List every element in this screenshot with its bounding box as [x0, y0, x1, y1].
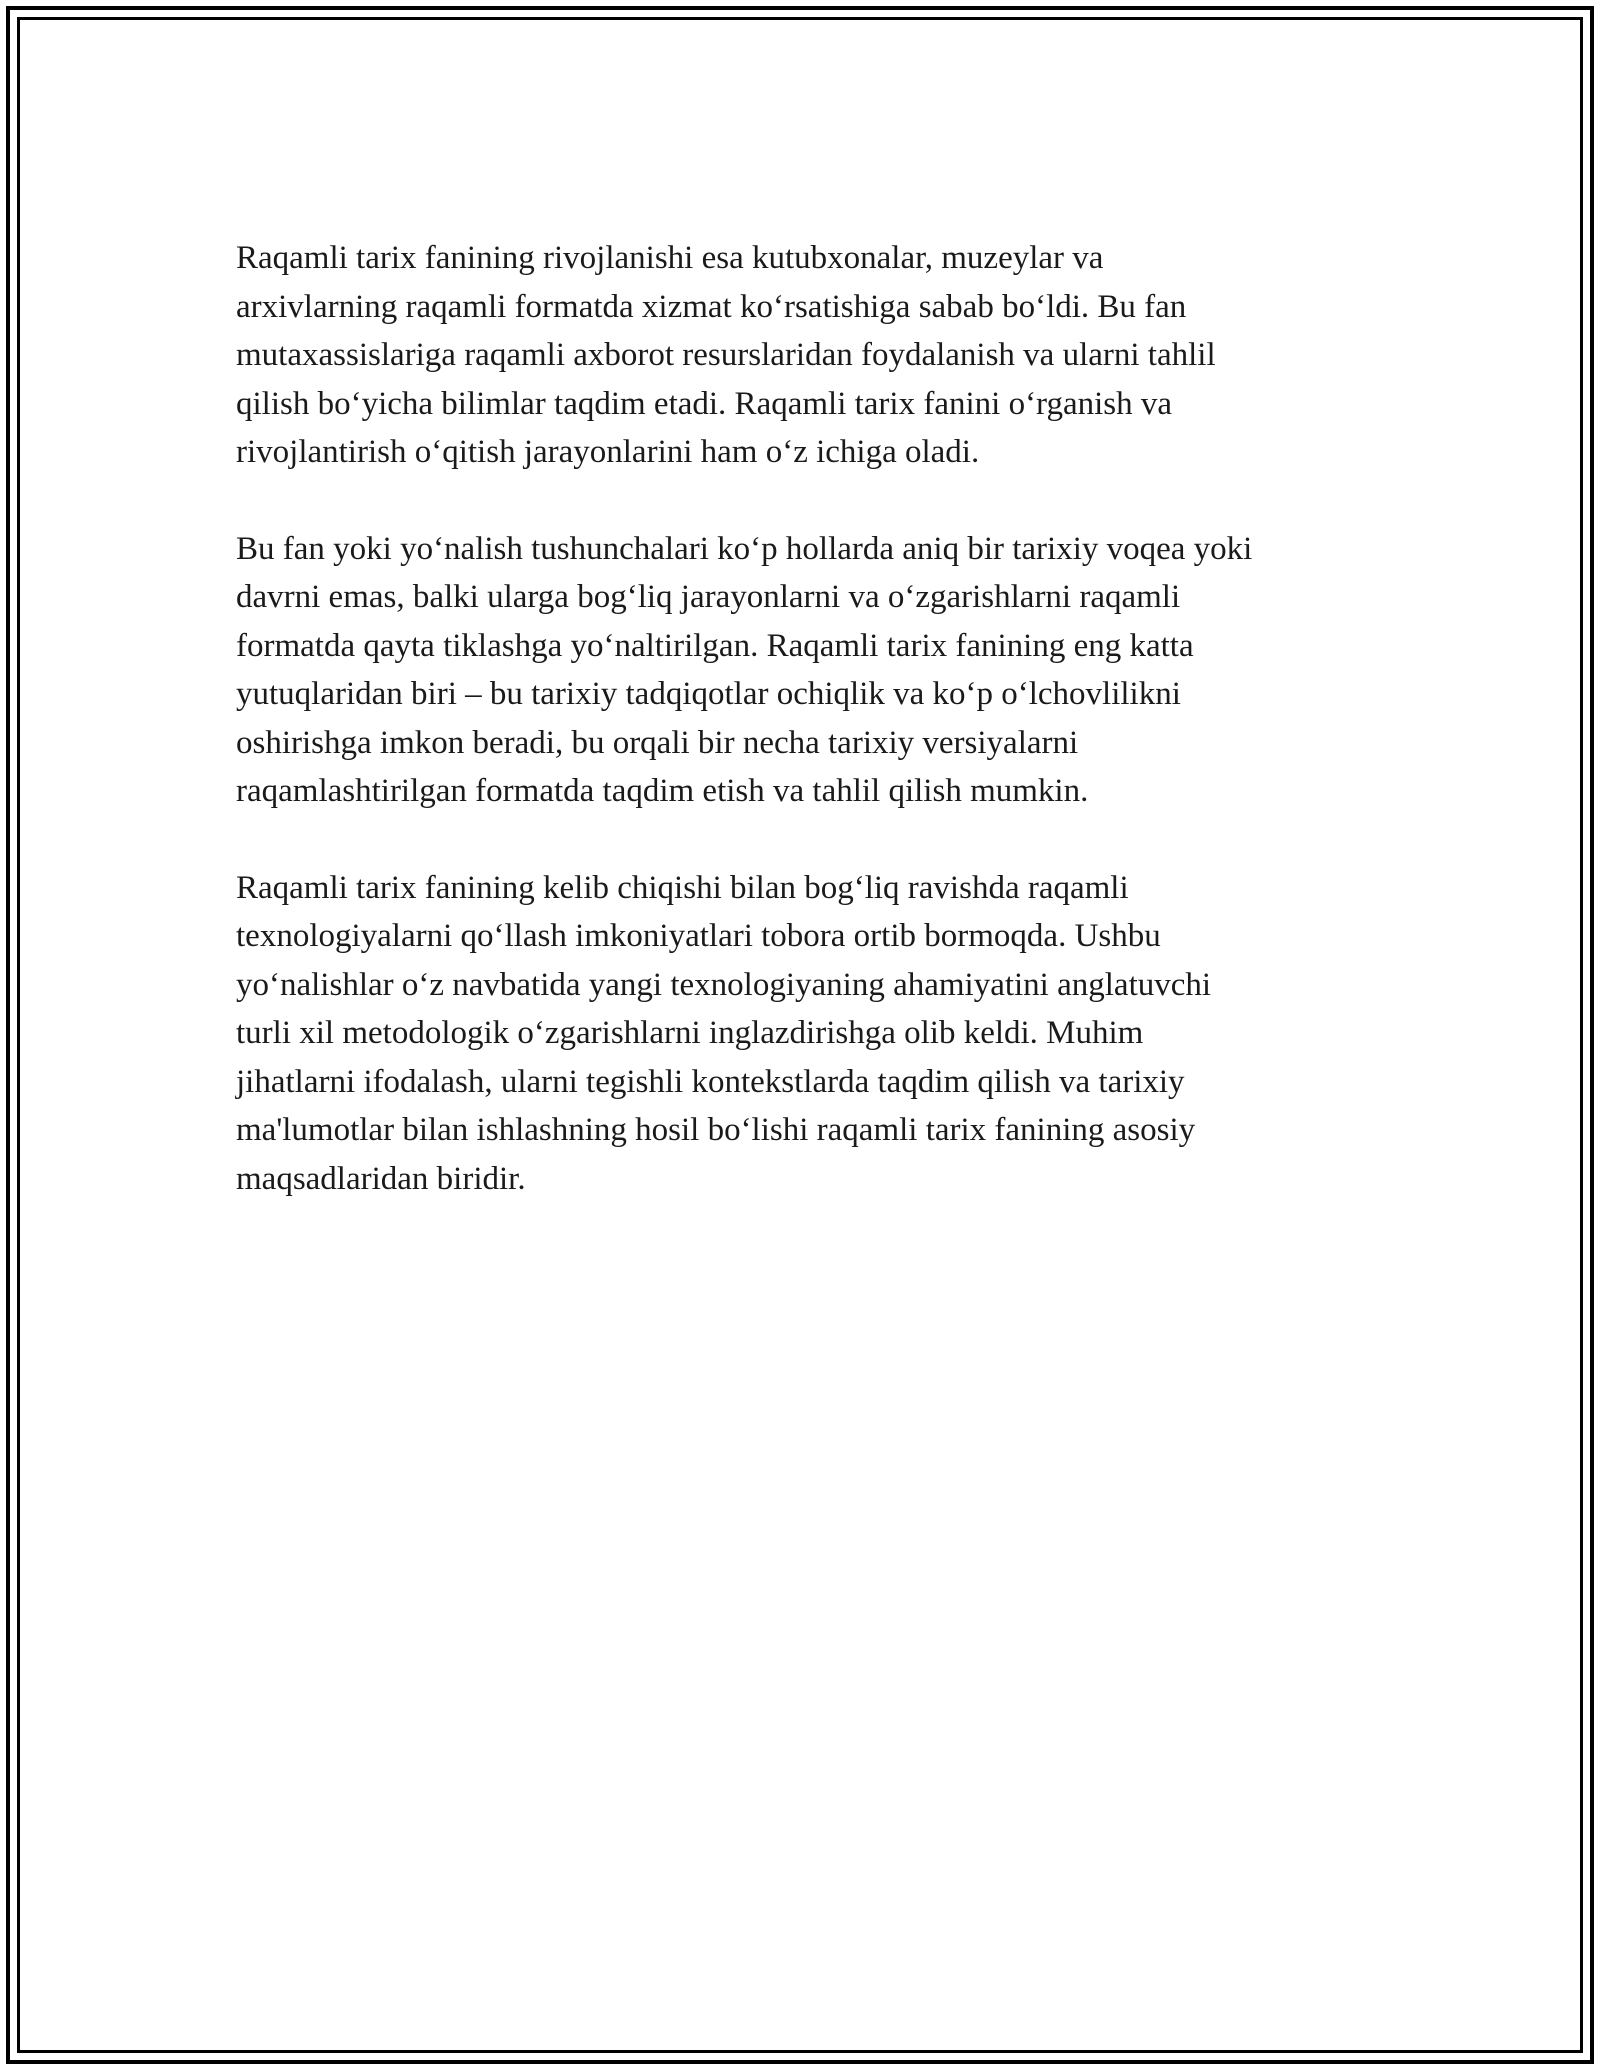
text-line: turli xil metodologik oʻzgarishlarni inglazdirishga olib keldi. Muhim	[236, 1015, 1144, 1051]
text-line: Raqamli tarix fanining rivojlanishi esa kutubxonalar, muzeylar va	[236, 240, 1104, 276]
text-line: davrni emas, balki ularga bogʻliq jarayonlarni va oʻzgarishlarni raqamli	[236, 579, 1181, 615]
text-line: Raqamli tarix fanining kelib chiqishi bilan bogʻliq ravishda raqamli	[236, 869, 1129, 906]
text-line: yoʻnalishlar oʻz navbatida yangi texnologiyaning ahamiyatini anglatuvchi	[236, 966, 1212, 1003]
paragraph-1	[236, 234, 1376, 477]
text-line: maqsadlaridan biridir.	[236, 1160, 526, 1197]
document-body	[236, 234, 1376, 1251]
paragraph-2	[236, 525, 1376, 816]
text-line: qilish boʻyicha bilimlar taqdim etadi. Raqamli tarix fanini oʻrganish va	[236, 385, 1173, 422]
text-line: oshirishga imkon beradi, bu orqali bir necha tarixiy versiyalarni	[236, 724, 1079, 761]
text-line: arxivlarning raqamli formatda xizmat koʻrsatishiga sabab boʻldi. Bu fan	[236, 288, 1187, 325]
text-line: yutuqlaridan biri – bu tarixiy tadqiqotlar ochiqlik va koʻp oʻlchovlilikni	[236, 676, 1181, 712]
text-line: mutaxassislariga raqamli axborot resurslaridan foydalanish va ularni tahlil	[236, 337, 1216, 373]
text-line: raqamlashtirilgan formatda taqdim etish va tahlil qilish mumkin.	[236, 773, 1089, 809]
text-line: ma'lumotlar bilan ishlashning hosil boʻlishi raqamli tarix fanining asosiy	[236, 1112, 1196, 1148]
paragraph-3	[236, 864, 1376, 1204]
text-line: formatda qayta tiklashga yoʻnaltirilgan. Raqamli tarix fanining eng katta	[236, 627, 1194, 664]
text-line: texnologiyalarni qoʻllash imkoniyatlari tobora ortib bormoqda. Ushbu	[236, 918, 1161, 954]
text-line: rivojlantirish oʻqitish jarayonlarini ham oʻz ichiga oladi.	[236, 434, 980, 470]
text-line: Bu fan yoki yoʻnalish tushunchalari koʻp hollarda aniq bir tarixiy voqea yoki	[236, 530, 1253, 567]
text-line: jihatlarni ifodalash, ularni tegishli kontekstlarda taqdim qilish va tarixiy	[236, 1063, 1185, 1100]
